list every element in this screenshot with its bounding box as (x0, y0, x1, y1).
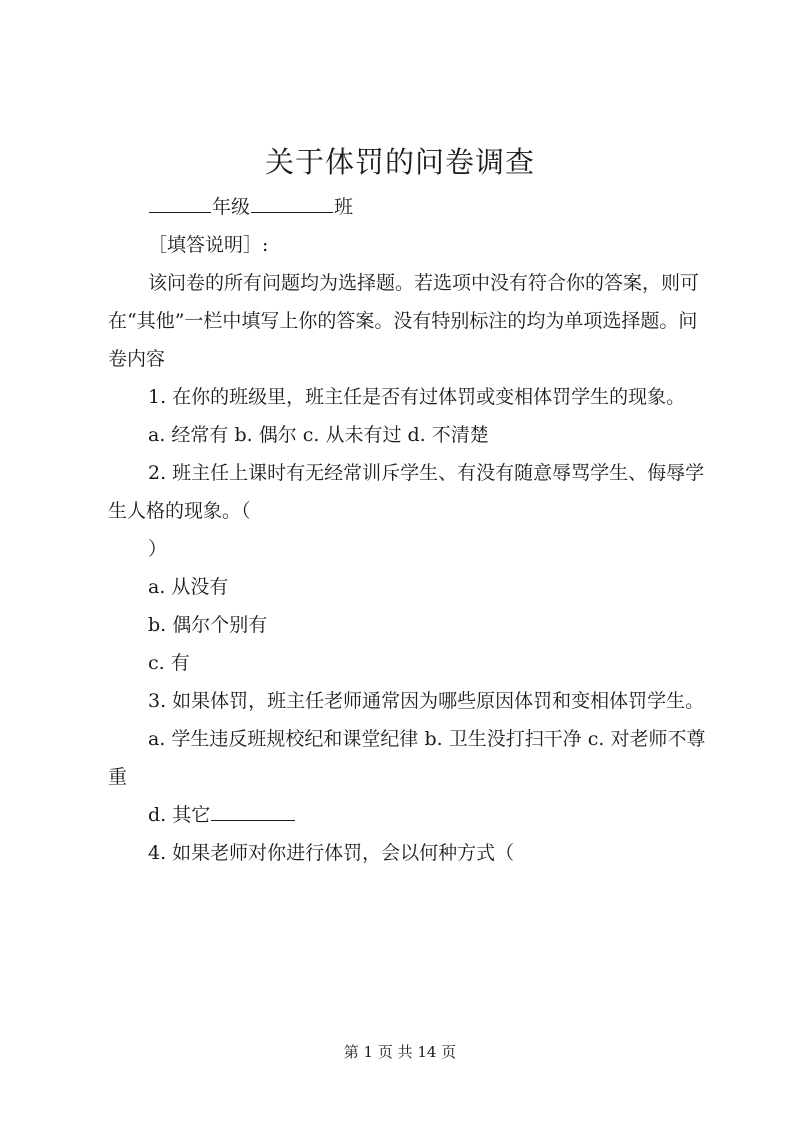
page-footer: 第 1 页 共 14 页 (343, 1043, 457, 1061)
instructions-heading: ［填答说明］: (148, 234, 269, 256)
class-label: 班 (334, 196, 354, 218)
instructions-text: 该问卷的所有问题均为选择题。若选项中没有符合你的答案，则可在“其他”一栏中填写上你的答案。没有特别标注的均为单项选择题。问卷内容 (108, 272, 700, 370)
grade-class-line (108, 188, 708, 226)
question-3-options: a. 学生违反班规校纪和课堂纪律 b. 卫生没打扫干净 c. 对老师不尊重 (108, 728, 706, 788)
grade-label: 年级 (212, 196, 251, 218)
question-3-option-d (108, 796, 708, 834)
class-blank (251, 190, 333, 213)
question-2: 2. 班主任上课时有无经常训斥学生、有没有随意辱骂学生、侮辱学生人格的现象。（ (108, 462, 705, 522)
question-1: 1. 在你的班级里，班主任是否有过体罚或变相体罚学生的现象。 (148, 386, 686, 408)
document-title: 关于体罚的问卷调查 (264, 145, 535, 179)
option-d-label: d. 其它 (148, 804, 211, 826)
question-2-option-c: c. 有 (148, 652, 190, 674)
other-answer-blank (211, 798, 295, 821)
grade-blank (149, 190, 211, 213)
document-body (108, 188, 708, 872)
question-2-option-b: b. 偶尔个别有 (148, 614, 268, 636)
question-2-paren: ） (148, 538, 168, 560)
question-2-option-a: a. 从没有 (148, 576, 229, 598)
question-4: 4. 如果老师对你进行体罚，会以何种方式（ (148, 842, 515, 864)
question-3: 3. 如果体罚，班主任老师通常因为哪些原因体罚和变相体罚学生。 (148, 690, 705, 712)
question-1-options: a. 经常有 b. 偶尔 c. 从未有过 d. 不清楚 (148, 424, 489, 446)
